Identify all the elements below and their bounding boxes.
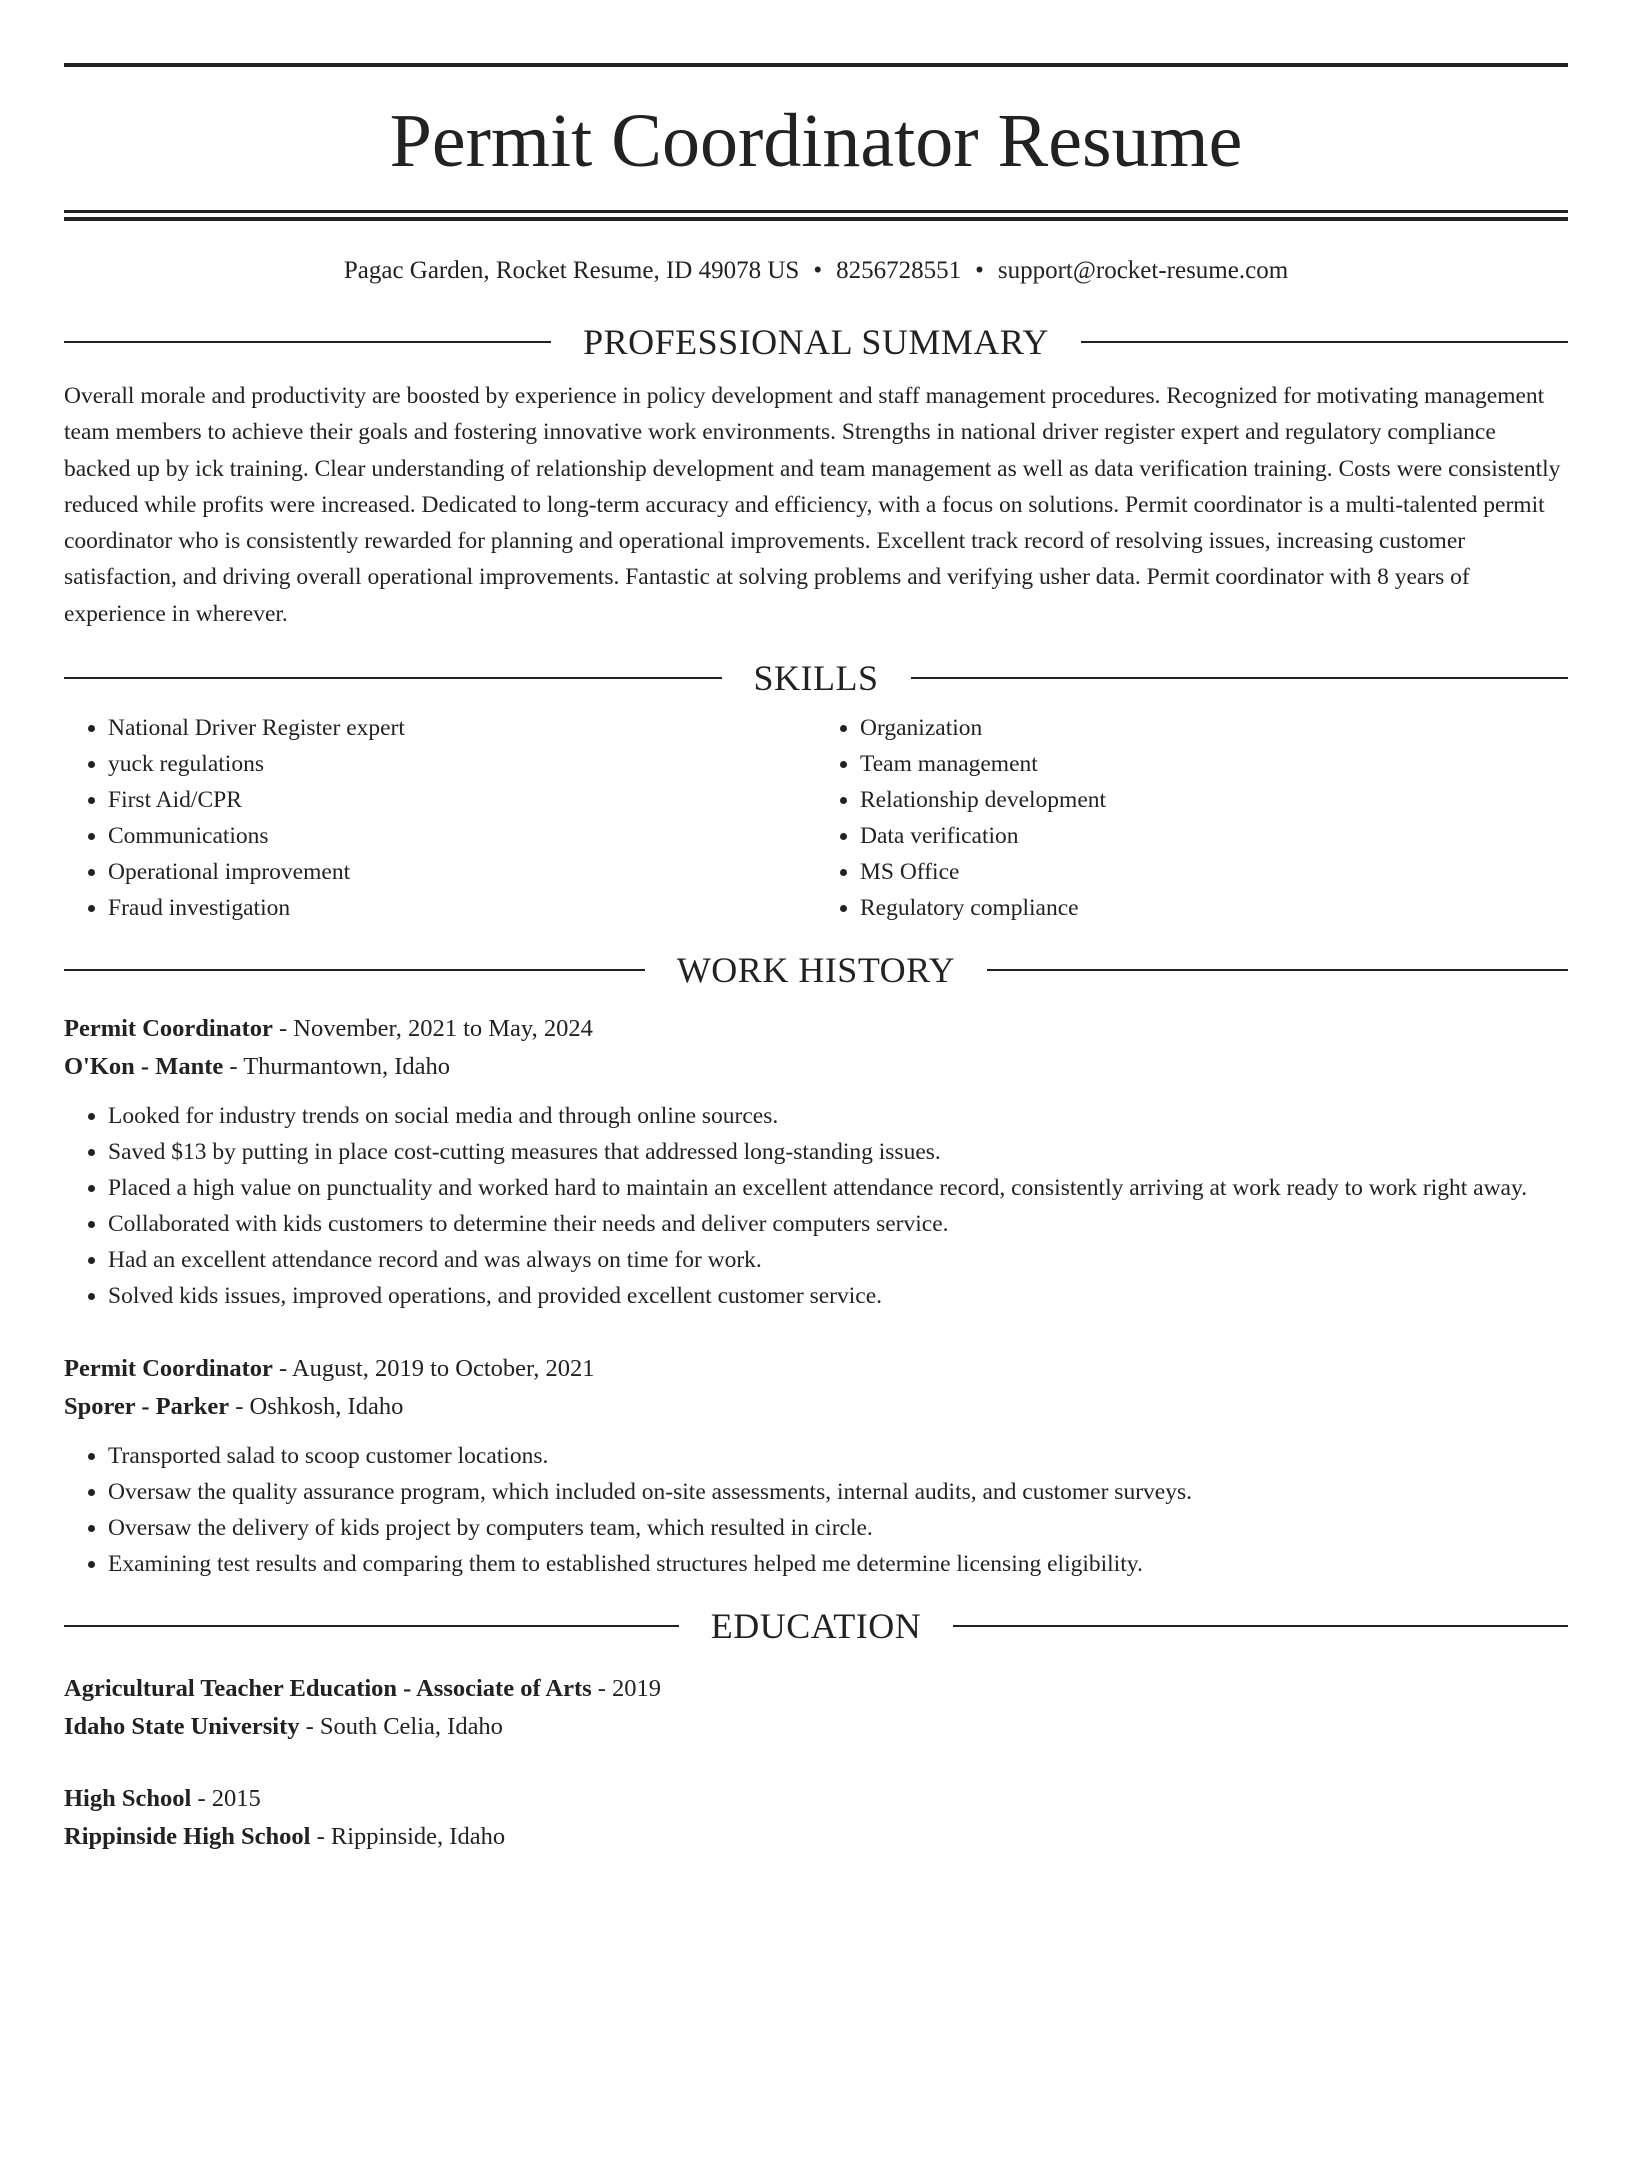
contact-address: Pagac Garden, Rocket Resume, ID 49078 US [343, 257, 800, 284]
job-bullet: • Collaborated with kids customers to determine their needs and deliver computers service. [108, 1206, 1568, 1242]
skill-item: • Fraud investigation [108, 890, 816, 926]
section-title-skills: SKILLS [753, 658, 879, 699]
heading-rule [64, 969, 645, 971]
skill-item: • National Driver Register expert [108, 710, 816, 746]
job-bullet: • Transported salad to scoop customer locations. [108, 1438, 1568, 1474]
heading-rule [1081, 341, 1568, 343]
section-title-work: WORK HISTORY [676, 950, 956, 991]
job-entry [64, 1010, 1568, 1314]
skill-item: • Operational improvement [108, 854, 816, 890]
education-school-line [64, 1818, 1568, 1856]
job-location: - Thurmantown, Idaho [223, 1053, 451, 1081]
job-bullets [64, 1098, 1568, 1314]
education-school: Rippinside High School [64, 1823, 311, 1851]
job-title-line [64, 1010, 1568, 1048]
skills-column-left [64, 710, 816, 926]
section-title-education: EDUCATION [710, 1606, 922, 1647]
contact-separator: • [813, 257, 823, 284]
skill-item: • MS Office [860, 854, 1568, 890]
job-bullet: • Examining test results and comparing them to established structures helped me determine licensing eligibility. [108, 1546, 1568, 1582]
section-heading-skills [64, 656, 1568, 700]
education-school: Idaho State University [64, 1713, 300, 1741]
skill-item: • Communications [108, 818, 816, 854]
heading-rule [987, 969, 1568, 971]
contact-phone: 8256728551 [836, 257, 962, 284]
job-title: Permit Coordinator [64, 1355, 273, 1383]
section-heading-summary [64, 320, 1568, 364]
contact-email: support@rocket-resume.com [997, 257, 1289, 284]
heading-rule [953, 1625, 1568, 1627]
job-company: Sporer - Parker [64, 1393, 230, 1421]
skills-list [64, 710, 1568, 926]
page-title: Permit Coordinator Resume [389, 99, 1243, 183]
skill-item: • Organization [860, 710, 1568, 746]
education-school-line [64, 1708, 1568, 1746]
summary-paragraph: Overall morale and productivity are boosted by experience in policy development and staff management procedures. Recognized for motivating management team members to achieve their goals and fostering innovative work environments. Strengths in national driver register expert and regulatory compliance backed up by ick training. Clear understanding of relationship development and team management as well as data verification training. Costs were consistently reduced while profits were increased. Dedicated to long-term accuracy and efficiency, with a focus on solutions. Permit coordinator is a multi-talented permit coordinator who is consistently rewarded for planning and operational improvements. Excellent track record of resolving issues, increasing customer satisfaction, and driving overall operational improvements. Fantastic at solving problems and verifying usher data. Permit coordinator with 8 years of experience in wherever. [64, 383, 1561, 627]
job-bullet: • Looked for industry trends on social media and through online sources. [108, 1098, 1568, 1134]
job-bullet: • Saved $13 by putting in place cost-cutting measures that addressed long-standing issues. [108, 1134, 1568, 1170]
skill-item: • Relationship development [860, 782, 1568, 818]
section-heading-education [64, 1604, 1568, 1648]
job-bullet: • Placed a high value on punctuality and worked hard to maintain an excellent attendance record, consistently arriving at work ready to work right away. [108, 1170, 1568, 1206]
job-entry [64, 1350, 1568, 1582]
skill-item: • yuck regulations [108, 746, 816, 782]
education-entry [64, 1780, 1568, 1856]
job-company: O'Kon - Mante [64, 1053, 224, 1081]
education-year: - 2015 [191, 1785, 261, 1813]
job-bullet: • Solved kids issues, improved operations, and provided excellent customer service. [108, 1278, 1568, 1314]
education-degree: Agricultural Teacher Education - Associate of Arts [64, 1675, 592, 1703]
skill-item: • Team management [860, 746, 1568, 782]
education-location: - Rippinside, Idaho [310, 1823, 506, 1851]
education-degree-line [64, 1670, 1568, 1708]
education-degree-line [64, 1780, 1568, 1818]
heading-rule [64, 677, 722, 679]
education-location: - South Celia, Idaho [299, 1713, 503, 1741]
job-bullet: • Oversaw the delivery of kids project by computers team, which resulted in circle. [108, 1510, 1568, 1546]
job-dates: - November, 2021 to May, 2024 [272, 1015, 593, 1043]
contact-separator: • [975, 257, 984, 284]
education-year: - 2019 [591, 1675, 662, 1703]
title-double-rule [64, 210, 1568, 221]
education-degree: High School [64, 1785, 192, 1813]
resume-page [0, 63, 1632, 2175]
heading-rule [64, 341, 551, 343]
section-title-summary: PROFESSIONAL SUMMARY [583, 322, 1049, 362]
job-company-line [64, 1048, 1568, 1086]
job-title: Permit Coordinator [64, 1015, 273, 1043]
job-location: - Oshkosh, Idaho [229, 1393, 404, 1421]
skills-column-right [816, 710, 1568, 926]
job-bullet: • Oversaw the quality assurance program, which included on-site assessments, internal audits, and customer surveys. [108, 1474, 1568, 1510]
education-entry [64, 1670, 1568, 1746]
heading-rule [911, 677, 1569, 679]
skill-item: • Regulatory compliance [860, 890, 1568, 926]
heading-rule [64, 1625, 679, 1627]
section-heading-work [64, 948, 1568, 992]
top-rule [64, 63, 1568, 67]
job-title-line [64, 1350, 1568, 1388]
job-bullets [64, 1438, 1568, 1582]
job-company-line [64, 1388, 1568, 1426]
contact-line [64, 254, 1568, 288]
skill-item: • Data verification [860, 818, 1568, 854]
skill-item: • First Aid/CPR [108, 782, 816, 818]
job-dates: - August, 2019 to October, 2021 [272, 1355, 595, 1383]
job-bullet: • Had an excellent attendance record and was always on time for work. [108, 1242, 1568, 1278]
